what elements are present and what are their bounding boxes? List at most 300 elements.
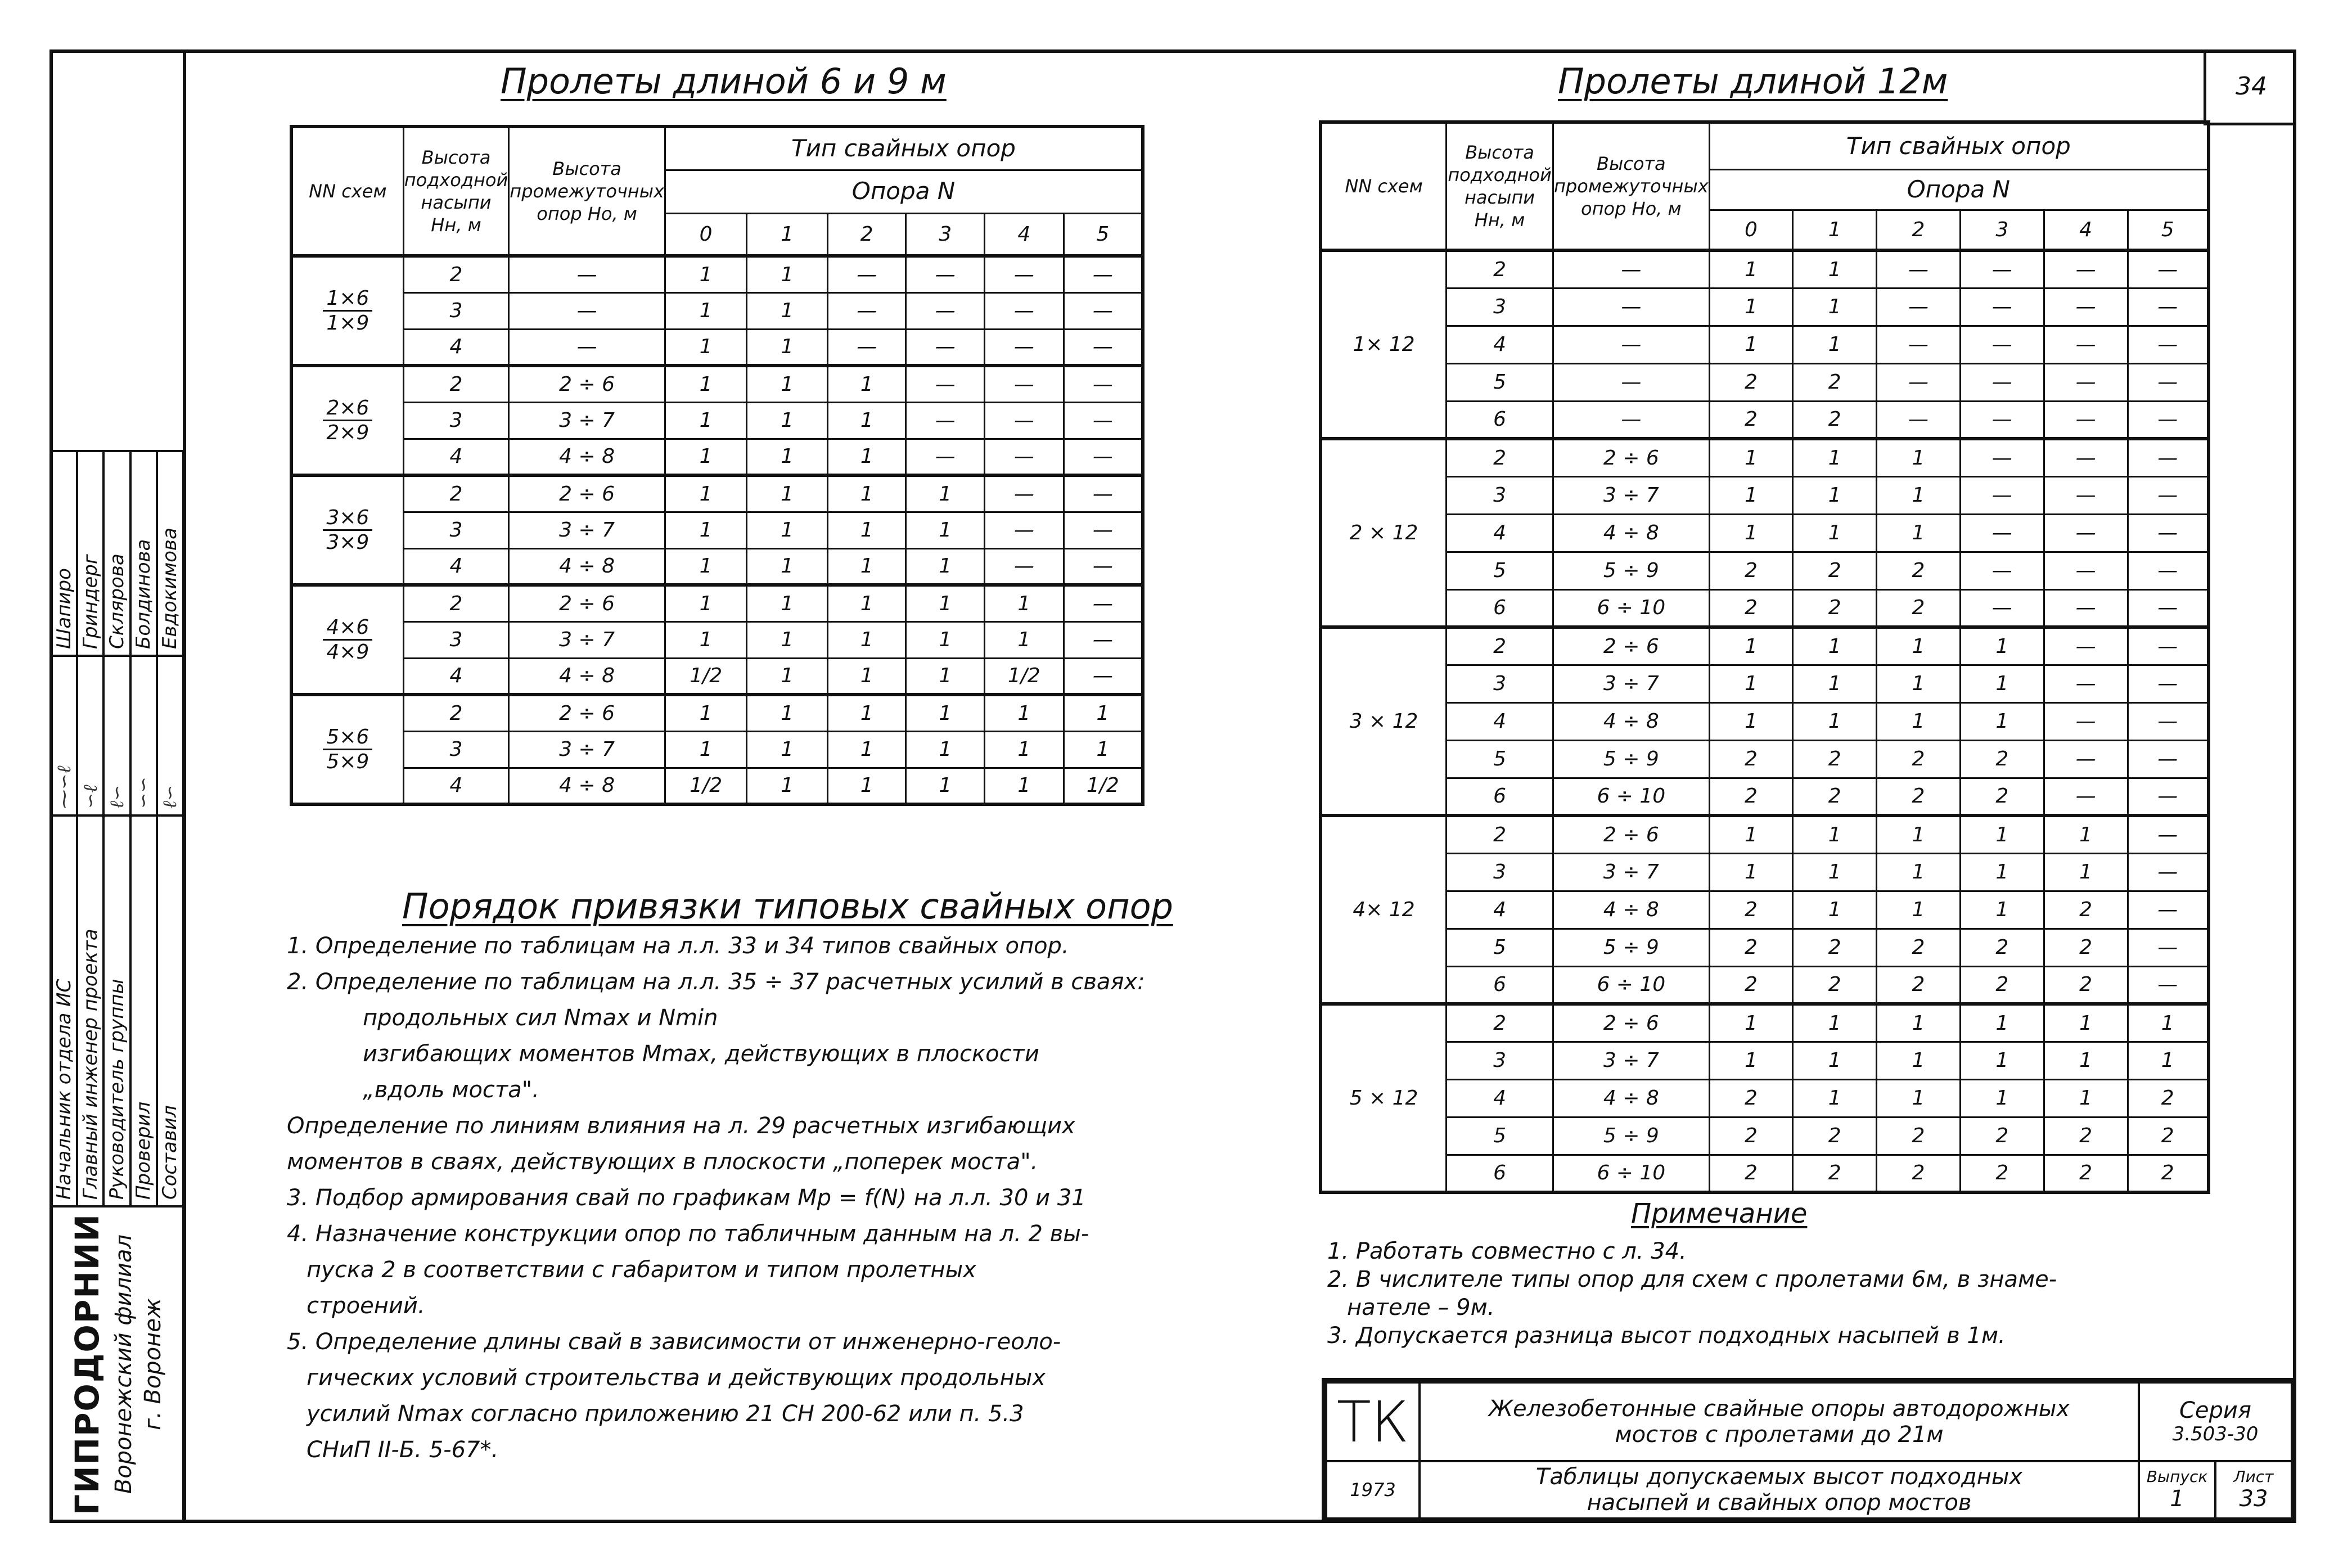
table-row — [1321, 250, 2209, 288]
table-cell: 2 — [1793, 740, 1877, 778]
table-row — [1321, 401, 2209, 439]
table-cell: 1 — [665, 695, 746, 731]
table-cell: 1 — [1709, 853, 1793, 891]
table-cell: 2 — [1447, 1004, 1553, 1042]
stamp-name: Евдокимова — [157, 451, 183, 656]
series-label: Серия — [2179, 1398, 2251, 1424]
scheme-cell: 2 × 12 — [1321, 439, 1447, 627]
table-cell: — — [2044, 627, 2128, 665]
table-row — [1321, 514, 2209, 552]
table-cell: 4 ÷ 8 — [509, 658, 665, 695]
table-cell: 1 — [1877, 665, 1961, 702]
table-row — [1321, 665, 2209, 702]
table-cell: 1 — [906, 658, 985, 695]
table-cell: 1 — [747, 256, 828, 292]
table-cell: 4 — [403, 548, 509, 585]
table-cell: 1 — [1709, 326, 1793, 363]
table-cell: 2 — [1709, 401, 1793, 439]
table-cell: — — [1960, 401, 2044, 439]
table-cell: 3 — [1447, 476, 1553, 514]
table-cell: 1 — [1793, 439, 1877, 476]
title-block — [1322, 1378, 2296, 1523]
table-cell: 2 — [1709, 966, 1793, 1004]
stamp-name: Шапиро — [51, 451, 77, 656]
table-cell: 1 — [1793, 1042, 1877, 1079]
table-cell: 2 — [1709, 363, 1793, 401]
sheet-cell — [2215, 1461, 2292, 1519]
table-cell: 2 — [1960, 1155, 2044, 1192]
note-line: 2. В числителе типы опор для схем с пролетами 6м, в знаме- — [1327, 1267, 2057, 1292]
table-cell: 2 — [403, 695, 509, 731]
scheme-denominator: 3×9 — [326, 531, 370, 554]
procedure-line: усилий Nmax согласно приложению 21 СН 200-62 или п. 5.3 — [307, 1401, 1024, 1427]
table-cell: 2 — [2128, 1155, 2209, 1192]
table-cell: 1 — [1960, 853, 2044, 891]
table-cell: 1 — [1793, 702, 1877, 740]
table-cell: 4 — [1447, 1079, 1553, 1117]
table-cell: 2 ÷ 6 — [1553, 439, 1710, 476]
table-cell: 2 ÷ 6 — [509, 585, 665, 621]
table-cell: 2 — [1793, 552, 1877, 589]
procedure-line: изгибающих моментов Mmax, действующих в плоскости — [363, 1041, 1039, 1067]
table-cell: 6 ÷ 10 — [1553, 966, 1710, 1004]
table-cell: 1 — [747, 621, 828, 658]
table-cell: 1 — [985, 585, 1064, 621]
tk-logo: ТК — [1326, 1382, 1420, 1461]
table-cell: — — [2128, 778, 2209, 815]
table-cell: 4 — [403, 768, 509, 804]
procedure-line: гических условий строительства и действующих продольных — [307, 1365, 1046, 1391]
stamp-role: Проверил — [130, 815, 157, 1206]
table-cell: 1 — [1877, 1042, 1961, 1079]
table-cell: — — [906, 256, 985, 292]
table-row — [291, 658, 1143, 695]
table-cell: — — [2128, 702, 2209, 740]
table-cell: 2 — [1793, 363, 1877, 401]
scheme-numerator: 5×6 — [323, 726, 372, 750]
table-cell: 2 — [2044, 966, 2128, 1004]
table-cell: 2 — [1877, 966, 1961, 1004]
table-cell: 2 — [1877, 778, 1961, 815]
table-cell: 2 ÷ 6 — [1553, 1004, 1710, 1042]
table-cell: 4 — [403, 329, 509, 366]
project-title — [1420, 1382, 2139, 1461]
table-cell: — — [2128, 326, 2209, 363]
table-cell: 1 — [1709, 288, 1793, 326]
table-cell: 1 — [1709, 250, 1793, 288]
table-cell: 1/2 — [1064, 768, 1143, 804]
table-row — [291, 256, 1143, 292]
table-cell: 1 — [665, 548, 746, 585]
table-cell: 4 — [1447, 326, 1553, 363]
procedure-line: строений. — [307, 1293, 425, 1319]
issue-value: 1 — [2170, 1486, 2184, 1512]
table-cell: — — [509, 292, 665, 329]
table-cell: 1 — [985, 621, 1064, 658]
scheme-cell: 5 × 12 — [1321, 1004, 1447, 1192]
note-line: нателе – 9м. — [1347, 1295, 1495, 1321]
table-cell: 2 — [1709, 740, 1793, 778]
table-cell: 2 — [403, 366, 509, 402]
col-support: Опора N — [665, 170, 1143, 213]
table-cell: 3 — [1447, 853, 1553, 891]
table-cell: 2 — [1447, 439, 1553, 476]
table-cell: 3 — [403, 731, 509, 768]
project-title-line: Железобетонные свайные опоры автодорожных — [1488, 1396, 2070, 1422]
table-cell: 1 — [827, 621, 906, 658]
table-cell: 2 — [1793, 589, 1877, 627]
table-cell: — — [2128, 966, 2209, 1004]
table-cell: 1 — [1793, 514, 1877, 552]
table-row — [1321, 552, 2209, 589]
table-cell: 2 — [2128, 1117, 2209, 1155]
table-cell: 1 — [1709, 1042, 1793, 1079]
table-cell: — — [2044, 740, 2128, 778]
table-cell: 1 — [827, 695, 906, 731]
table-cell: 5 — [1447, 363, 1553, 401]
left-support-table — [290, 125, 1145, 806]
table-cell: 2 — [1877, 552, 1961, 589]
table-cell: 1 — [2128, 1042, 2209, 1079]
table-cell: 1 — [1709, 439, 1793, 476]
table-cell: 4 — [1447, 891, 1553, 929]
table-cell: 4 — [1447, 702, 1553, 740]
table-cell: 2 — [1709, 929, 1793, 966]
table-cell: — — [1064, 402, 1143, 439]
table-cell: — — [2128, 514, 2209, 552]
table-cell: 1 — [1793, 853, 1877, 891]
table-cell: — — [985, 439, 1064, 475]
col-support-4: 4 — [985, 213, 1064, 256]
scheme-cell — [291, 475, 403, 585]
table-row — [1321, 815, 2209, 853]
table-row — [291, 402, 1143, 439]
table-row — [1321, 439, 2209, 476]
table-cell: 3 — [403, 402, 509, 439]
table-cell: — — [1064, 512, 1143, 548]
table-row — [1321, 702, 2209, 740]
table-cell: — — [985, 548, 1064, 585]
col-pile-type: Тип свайных опор — [665, 127, 1143, 170]
table-cell: — — [1064, 366, 1143, 402]
table-cell: 2 ÷ 6 — [509, 366, 665, 402]
sheet-label: Лист — [2233, 1467, 2274, 1486]
table-cell: — — [1064, 292, 1143, 329]
table-cell: 1 — [2044, 853, 2128, 891]
table-cell: 3 ÷ 7 — [1553, 665, 1710, 702]
table-cell: — — [2044, 665, 2128, 702]
table-cell: 5 — [1447, 929, 1553, 966]
scheme-numerator: 3×6 — [323, 506, 372, 531]
table-cell: — — [1960, 476, 2044, 514]
sheet-number: 34 — [2204, 49, 2296, 125]
table-cell: — — [2128, 476, 2209, 514]
table-cell: 1 — [1709, 1004, 1793, 1042]
table-cell: 2 — [403, 256, 509, 292]
col-embankment: Высота подходной насыпи Нн, м — [403, 127, 509, 256]
table-cell: 1 — [665, 292, 746, 329]
table-row — [291, 475, 1143, 512]
table-cell: 2 — [2128, 1079, 2209, 1117]
signature: ⁓∽ℓ — [51, 656, 77, 815]
table-row — [291, 292, 1143, 329]
table-cell: — — [509, 256, 665, 292]
table-cell: 1 — [906, 731, 985, 768]
table-cell: 6 ÷ 10 — [1553, 589, 1710, 627]
table-cell: 1 — [1960, 1004, 2044, 1042]
table-cell: — — [2128, 439, 2209, 476]
table-cell: 1 — [1793, 1079, 1877, 1117]
table-cell: 2 — [1960, 1117, 2044, 1155]
table-cell: — — [2044, 363, 2128, 401]
table-cell: 1 — [1877, 439, 1961, 476]
table-cell: 1 — [747, 548, 828, 585]
table-cell: 2 — [1877, 589, 1961, 627]
table-cell: — — [1960, 514, 2044, 552]
table-cell: 1 — [1877, 476, 1961, 514]
table-cell: 1 — [906, 621, 985, 658]
series-cell — [2139, 1382, 2292, 1461]
table-cell: 1 — [665, 366, 746, 402]
table-cell: 3 ÷ 7 — [1553, 1042, 1710, 1079]
table-cell: 2 — [1447, 815, 1553, 853]
table-cell: — — [1553, 363, 1710, 401]
table-cell: — — [985, 512, 1064, 548]
table-cell: — — [2128, 627, 2209, 665]
table-cell: — — [1877, 288, 1961, 326]
col-scheme: NN схем — [1321, 122, 1447, 250]
table-row — [1321, 1155, 2209, 1192]
table-cell: — — [2128, 740, 2209, 778]
notes-list — [1327, 1237, 2255, 1350]
table-cell: 1 — [827, 366, 906, 402]
table-cell: 1 — [1793, 476, 1877, 514]
issue-label: Выпуск — [2146, 1467, 2208, 1486]
table-cell: 1 — [747, 292, 828, 329]
table-cell: 2 — [1793, 778, 1877, 815]
scheme-cell: 3 × 12 — [1321, 627, 1447, 815]
table-cell: 1 — [747, 366, 828, 402]
table-row — [1321, 891, 2209, 929]
issue-cell — [2139, 1461, 2215, 1519]
col-support-0: 0 — [665, 213, 746, 256]
table-cell: 2 — [1960, 740, 2044, 778]
table-row — [1321, 966, 2209, 1004]
table-cell: 1 — [1793, 326, 1877, 363]
procedure-line: Определение по линиям влияния на л. 29 расчетных изгибающих — [287, 1113, 1075, 1139]
table-row — [1321, 326, 2209, 363]
col-support-1: 1 — [1793, 210, 1877, 250]
scheme-cell: 1× 12 — [1321, 250, 1447, 439]
table-cell: 1 — [2044, 1004, 2128, 1042]
table-cell: 2 — [1709, 891, 1793, 929]
table-cell: 1 — [1877, 514, 1961, 552]
table-cell: — — [2128, 250, 2209, 288]
table-cell: 2 — [1960, 778, 2044, 815]
table-cell: 1 — [1793, 1004, 1877, 1042]
table-cell: 6 ÷ 10 — [1553, 1155, 1710, 1192]
table-cell: — — [1553, 288, 1710, 326]
table-row — [291, 366, 1143, 402]
table-cell: 1 — [665, 585, 746, 621]
table-cell: — — [1064, 475, 1143, 512]
table-cell: 1 — [747, 585, 828, 621]
col-intermediate: Высота промежуточных опор Но, м — [509, 127, 665, 256]
table-cell: — — [906, 439, 985, 475]
table-row — [1321, 627, 2209, 665]
table-cell: 1 — [2128, 1004, 2209, 1042]
table-cell: 1 — [1877, 702, 1961, 740]
stamp-role: Начальник отдела ИС — [51, 815, 77, 1206]
table-cell: 2 — [1709, 589, 1793, 627]
table-cell: 2 — [1709, 1155, 1793, 1192]
col-embankment: Высота подходной насыпи Нн, м — [1447, 122, 1553, 250]
table-cell: 3 — [403, 621, 509, 658]
scheme-cell — [291, 256, 403, 366]
table-cell: 1/2 — [985, 658, 1064, 695]
table-cell: 1 — [665, 621, 746, 658]
right-table-title: Пролеты длиной 12м — [1558, 61, 1948, 102]
table-cell: — — [906, 366, 985, 402]
procedure-line: 5. Определение длины свай в зависимости от инженерно-геоло- — [287, 1329, 1061, 1355]
procedure-line: продольных сил Nmax и Nmin — [363, 1005, 718, 1031]
table-cell: — — [2044, 439, 2128, 476]
table-cell: 1 — [827, 731, 906, 768]
table-cell: 1 — [665, 329, 746, 366]
table-cell: 2 ÷ 6 — [509, 695, 665, 731]
col-support-5: 5 — [2128, 210, 2209, 250]
table-cell: 1 — [1709, 665, 1793, 702]
table-cell: 2 — [403, 475, 509, 512]
signature: ℓ∽ — [157, 656, 183, 815]
table-cell: — — [1553, 250, 1710, 288]
table-cell: 6 ÷ 10 — [1553, 778, 1710, 815]
col-support-2: 2 — [827, 213, 906, 256]
scheme-cell — [291, 585, 403, 695]
table-cell: 2 ÷ 6 — [1553, 627, 1710, 665]
scheme-cell — [291, 366, 403, 475]
col-scheme: NN схем — [291, 127, 403, 256]
procedure-line: СНиП II-Б. 5-67*. — [307, 1437, 499, 1463]
table-cell: — — [2044, 250, 2128, 288]
table-cell: 2 — [1877, 1117, 1961, 1155]
table-cell: 1 — [747, 731, 828, 768]
table-cell: 1 — [1793, 815, 1877, 853]
table-cell: 2 — [1960, 929, 2044, 966]
table-cell: 1 — [747, 512, 828, 548]
table-cell: 4 — [403, 658, 509, 695]
side-stamp — [49, 450, 184, 1523]
table-cell: 1 — [1709, 514, 1793, 552]
table-cell: 5 ÷ 9 — [1553, 552, 1710, 589]
table-cell: — — [985, 292, 1064, 329]
table-cell: — — [2044, 288, 2128, 326]
scheme-denominator: 2×9 — [326, 421, 370, 444]
table-cell: — — [1960, 250, 2044, 288]
table-row — [1321, 853, 2209, 891]
table-cell: 2 — [1709, 778, 1793, 815]
table-cell: 1 — [985, 768, 1064, 804]
scheme-denominator: 4×9 — [326, 641, 370, 664]
table-cell: — — [2128, 589, 2209, 627]
table-cell: 1 — [1877, 891, 1961, 929]
table-cell: — — [2044, 401, 2128, 439]
table-cell: — — [1877, 326, 1961, 363]
table-cell: 2 — [1793, 929, 1877, 966]
table-cell: 1 — [906, 768, 985, 804]
table-cell: — — [906, 292, 985, 329]
table-cell: 1 — [1960, 815, 2044, 853]
table-cell: 3 — [1447, 288, 1553, 326]
table-cell: 5 — [1447, 1117, 1553, 1155]
table-cell: 4 ÷ 8 — [509, 439, 665, 475]
table-cell: 1 — [665, 402, 746, 439]
table-cell: 5 — [1447, 740, 1553, 778]
year: 1973 — [1326, 1461, 1420, 1519]
table-cell: — — [985, 402, 1064, 439]
col-support-4: 4 — [2044, 210, 2128, 250]
table-row — [1321, 1079, 2209, 1117]
col-support-3: 3 — [906, 213, 985, 256]
table-cell: 2 — [2044, 929, 2128, 966]
table-cell: 3 ÷ 7 — [509, 402, 665, 439]
table-cell: 1 — [827, 548, 906, 585]
table-cell: 2 — [1447, 627, 1553, 665]
table-cell: 1 — [1960, 891, 2044, 929]
table-cell: — — [2128, 853, 2209, 891]
table-cell: 5 ÷ 9 — [1553, 929, 1710, 966]
table-cell: — — [1553, 401, 1710, 439]
table-cell: 4 ÷ 8 — [1553, 1079, 1710, 1117]
table-cell: 3 — [1447, 665, 1553, 702]
table-cell: 1 — [747, 768, 828, 804]
scheme-numerator: 2×6 — [323, 396, 372, 421]
table-cell: 1 — [827, 768, 906, 804]
sheet-title — [1420, 1461, 2139, 1519]
table-cell: 2 ÷ 6 — [509, 475, 665, 512]
table-cell: — — [1960, 589, 2044, 627]
table-cell: 2 — [1709, 552, 1793, 589]
table-cell: — — [827, 256, 906, 292]
table-cell: 3 — [403, 512, 509, 548]
procedure-line: 3. Подбор армирования свай по графикам Mp = f(N) на л.л. 30 и 31 — [287, 1185, 1086, 1211]
stamp-role: Руководитель группы — [103, 815, 130, 1206]
stamp-role: Главный инженер проекта — [77, 815, 103, 1206]
table-cell: 2 — [1793, 966, 1877, 1004]
table-cell: 3 ÷ 7 — [1553, 476, 1710, 514]
table-cell: 3 ÷ 7 — [1553, 853, 1710, 891]
table-cell: 3 — [1447, 1042, 1553, 1079]
col-support-2: 2 — [1877, 210, 1961, 250]
table-cell: 5 ÷ 9 — [1553, 740, 1710, 778]
procedure-line: 2. Определение по таблицам на л.л. 35 ÷ 37 расчетных усилий в сваях: — [287, 969, 1145, 995]
table-row — [291, 768, 1143, 804]
table-cell: 1 — [747, 695, 828, 731]
table-cell: 4 ÷ 8 — [509, 548, 665, 585]
table-cell: — — [985, 475, 1064, 512]
table-cell: 1 — [1960, 627, 2044, 665]
table-cell: 1 — [1877, 1079, 1961, 1117]
table-cell: — — [1877, 250, 1961, 288]
series-value: 3.503-30 — [2172, 1423, 2259, 1446]
col-support-0: 0 — [1709, 210, 1793, 250]
organization-name: ГИПРОДОРНИИ — [68, 1213, 107, 1515]
table-cell: 1 — [1960, 665, 2044, 702]
table-cell: — — [1064, 585, 1143, 621]
table-cell: 1 — [1709, 702, 1793, 740]
table-cell: — — [2128, 665, 2209, 702]
table-cell: — — [906, 329, 985, 366]
